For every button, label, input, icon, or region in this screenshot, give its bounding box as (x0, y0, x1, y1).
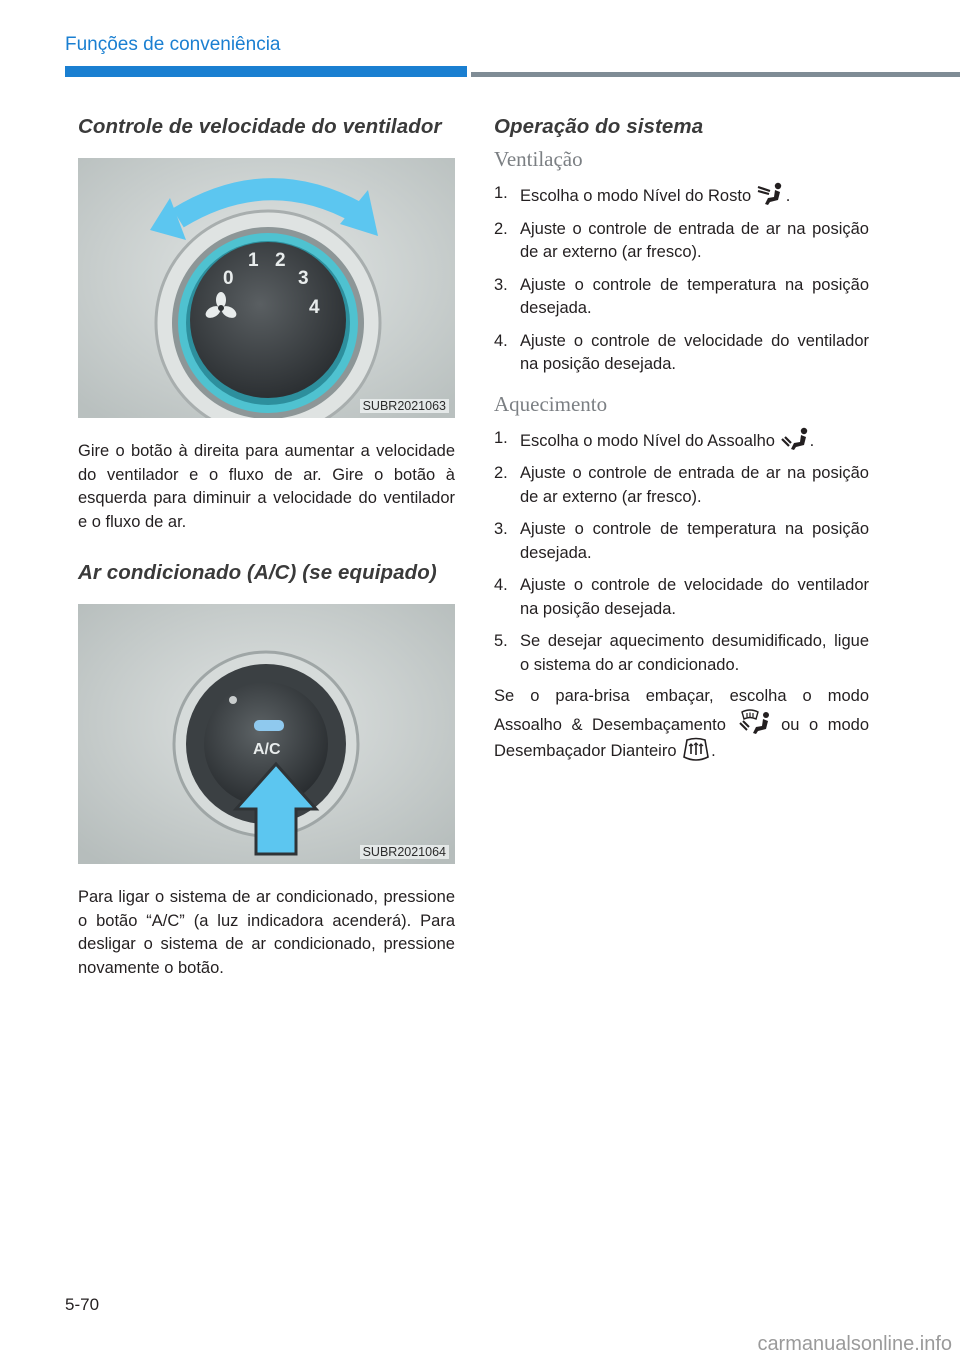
list-item: 4. Ajuste o controle de velocidade do ventilador na posição desejada. (494, 331, 869, 373)
list-item: 3. Ajuste o controle de temperatura na posição desejada. (494, 275, 869, 317)
page-number: 5-70 (65, 1295, 100, 1314)
ac-button-illustration (78, 604, 455, 864)
watermark: carmanualsonline.info (757, 1333, 952, 1355)
figure-code-ac: SUBR2021064 (360, 845, 449, 859)
fan-speed-figure (78, 158, 455, 418)
ac-figure (78, 604, 455, 864)
floor-level-icon (780, 427, 810, 451)
list-item: 4. Ajuste o controle de velocidade do ventilador na posição desejada. (494, 576, 869, 618)
heating-heading: Aquecimento (494, 391, 608, 416)
front-defroster-icon (681, 737, 711, 761)
right-column (494, 112, 869, 764)
list-item: 2. Ajuste o controle de entrada de ar na posição de ar externo (ar fresco). (494, 464, 869, 506)
dial-label-1: 1 (248, 250, 259, 271)
face-level-icon (756, 182, 786, 206)
list-item: 1. Escolha o modo Nível do Rosto . (494, 184, 791, 205)
dial-label-4: 4 (309, 297, 320, 318)
list-item: 5. Se desejar aquecimento desumidificado, ligue o sistema do ar condicionado. (494, 632, 869, 674)
heating-steps (494, 427, 869, 678)
header-rule-gray (471, 72, 960, 77)
dial-label-0: 0 (223, 268, 234, 289)
fan-speed-description: Gire o botão à direita para aumentar a velocidade do ventilador e o fluxo de ar. Gire o botão à esquerda para diminuir a velocidade do ventilador e o fluxo de ar. (78, 442, 455, 531)
floor-defrost-icon (736, 709, 772, 735)
ac-button-label: A/C (253, 741, 281, 758)
figure-code-fan: SUBR2021063 (360, 399, 449, 413)
ac-heading: Ar condicionado (A/C) (se equipado) (78, 561, 437, 584)
page-header-title: Funções de conveniência (65, 34, 281, 55)
list-item: 2. Ajuste o controle de entrada de ar na posição de ar externo (ar fresco). (494, 219, 869, 261)
left-column (78, 112, 455, 980)
ventilation-heading: Ventilação (494, 147, 583, 171)
fan-knob-illustration (78, 158, 455, 418)
dial-label-2: 2 (275, 250, 286, 271)
list-item: 1. Escolha o modo Nível do Assoalho . (494, 428, 815, 450)
fan-speed-heading: Controle de velocidade do ventilador (78, 115, 442, 138)
ventilation-steps (494, 182, 869, 377)
ac-description: Para ligar o sistema de ar condicionado, pressione o botão “A/C” (a luz indicadora acenderá). Para desligar o sistema de ar condicionado, pressione novamente o botão. (78, 888, 455, 977)
defrost-note: Se o para-brisa embaçar, escolha o modo Assoalho & Desembaçamento ou o modo Desembaçador Dianteiro . (494, 687, 870, 760)
system-operation-heading: Operação do sistema (494, 115, 704, 138)
dial-label-3: 3 (298, 268, 309, 289)
list-item: 3. Ajuste o controle de temperatura na posição desejada. (494, 520, 869, 562)
header-rule-blue (65, 66, 467, 77)
